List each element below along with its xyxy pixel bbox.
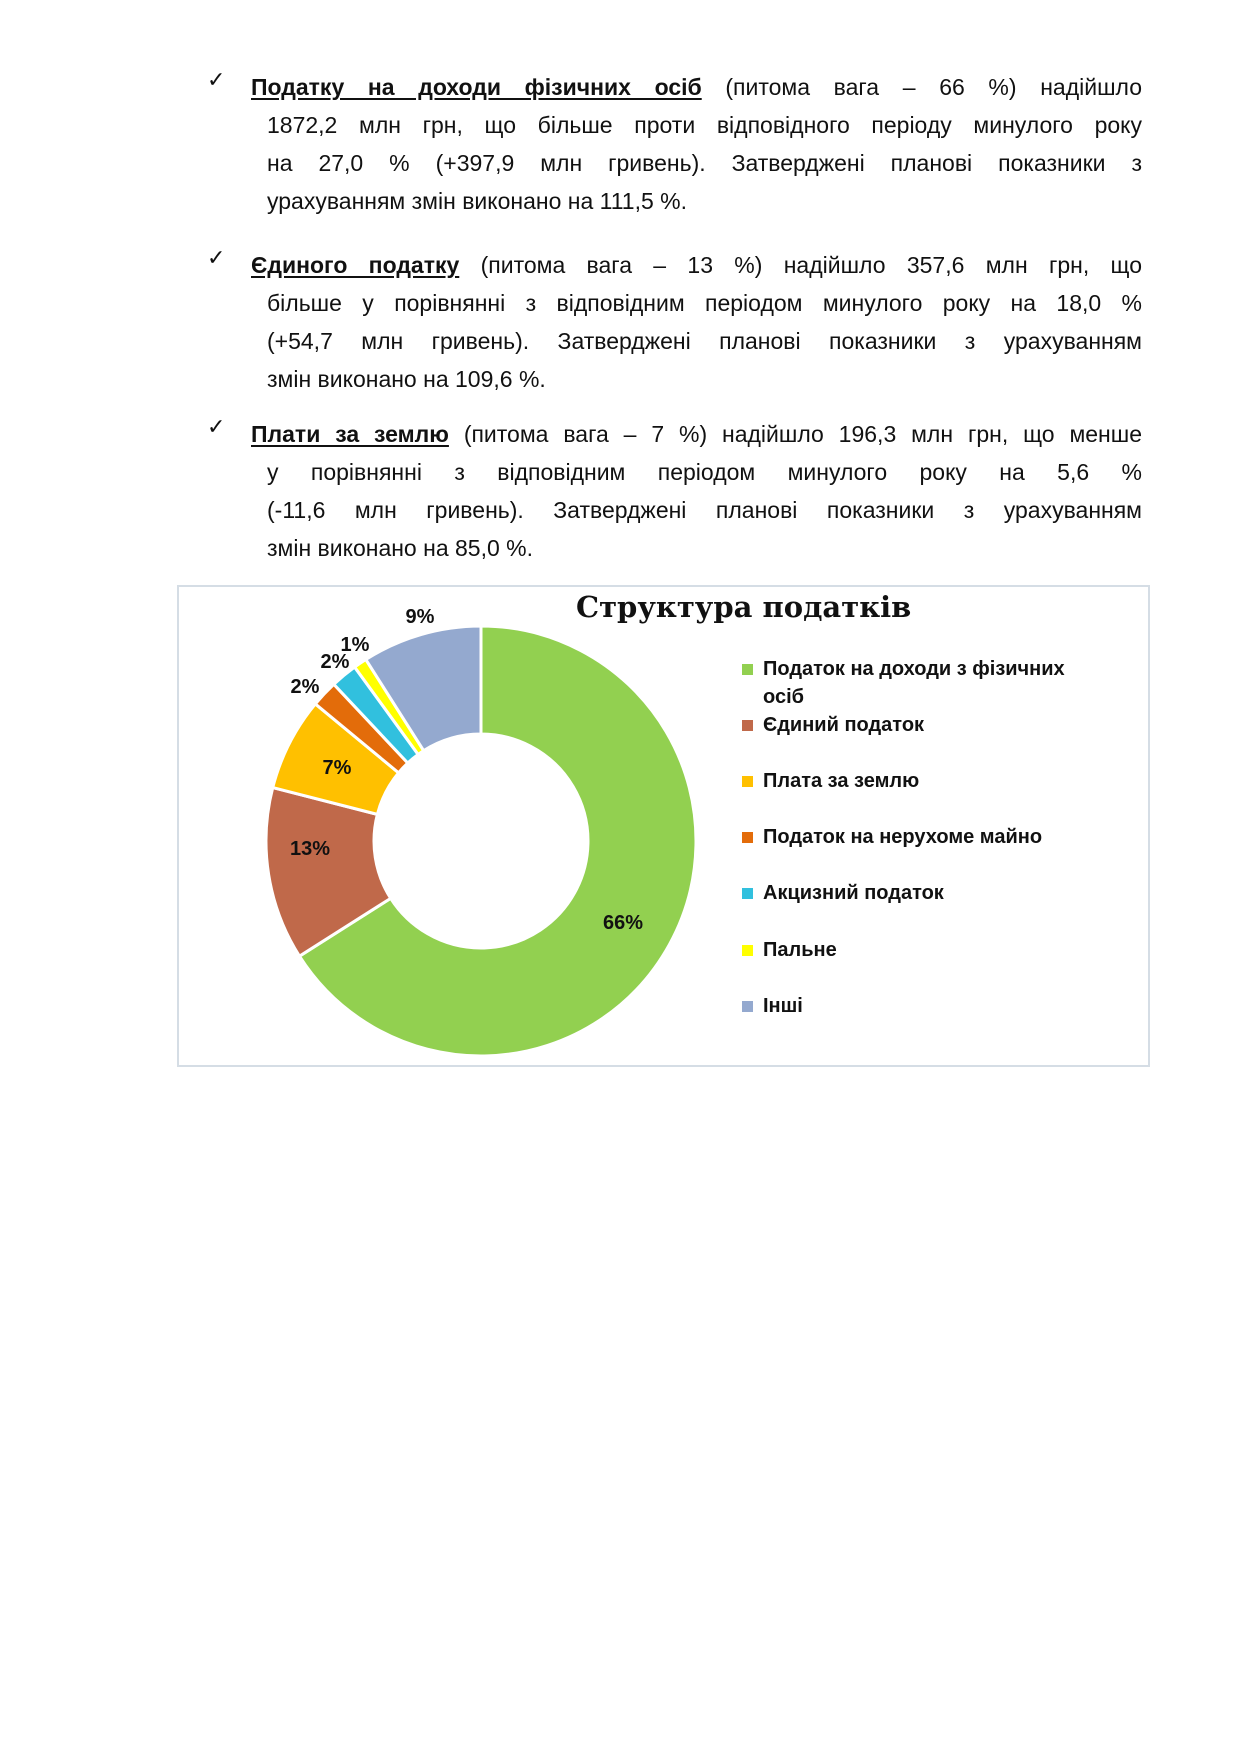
paragraph-land-fee: Плати за землю (питома вага – 7 %) надійшло 196,3 млн грн, що менше у порівнянні з відповідним періодом минулого року на 5,6 % (-11,6 млн гривень). Затверджені планові показники з урахуванням змін виконано на 85,0 %.	[251, 421, 1142, 561]
paragraph-single-tax: Єдиного податку (питома вага – 13 %) надійшло 357,6 млн грн, що більше у порівнянні з відповідним періодом минулого року на 18,0 % (+54,7 млн гривень). Затверджені планові показники з урахуванням змін виконано на 109,6 %.	[251, 252, 1143, 392]
checkmark-icon: ✓	[207, 246, 226, 271]
legend-swatch-icon	[742, 945, 753, 956]
legend-label: Пальне	[763, 939, 837, 961]
legend-label: Податок на доходи з фізичних осіб	[763, 658, 1065, 708]
data-label-2: 13%	[289, 838, 331, 860]
legend-label: Інші	[763, 995, 803, 1017]
legend-item-6	[742, 936, 1093, 964]
term-land-fee: Плати за землю	[251, 421, 449, 447]
legend-swatch-icon	[742, 664, 753, 675]
legend-swatch-icon	[742, 776, 753, 787]
data-label-3: 7%	[322, 757, 352, 779]
data-label-1: 66%	[602, 912, 644, 934]
legend-swatch-icon	[742, 720, 753, 731]
checkmark-icon: ✓	[207, 68, 226, 93]
paragraph-pdfo: Податку на доходи фізичних осіб (питома вага – 66 %) надійшло 1872,2 млн грн, що більше проти відповідного періоду минулого року на 27,0 % (+397,9 млн гривень). Затверджені планові показники з урахуванням змін виконано на 111,5 %.	[251, 74, 1142, 214]
data-label-4: 2%	[290, 676, 320, 698]
legend-item-3	[742, 767, 1093, 795]
data-label-5: 2%	[320, 651, 350, 673]
legend-swatch-icon	[742, 1001, 753, 1012]
legend-item-5	[742, 879, 1093, 907]
chart-title: Структура податків	[576, 590, 912, 624]
legend-swatch-icon	[742, 832, 753, 843]
legend-label: Акцизний податок	[763, 882, 944, 904]
legend-label: Єдиний податок	[763, 714, 925, 736]
term-pdfo: Податку на доходи фізичних осіб	[251, 74, 702, 100]
data-label-7: 9%	[405, 606, 435, 628]
legend-label: Податок на нерухоме майно	[763, 826, 1043, 848]
data-label-6: 1%	[340, 634, 370, 656]
legend-item-1	[742, 655, 1093, 711]
checkmark-icon: ✓	[207, 415, 226, 440]
legend-item-2	[742, 711, 1093, 739]
legend-swatch-icon	[742, 888, 753, 899]
legend-item-7	[742, 992, 1093, 1020]
term-single-tax: Єдиного податку	[251, 252, 460, 278]
legend-item-4	[742, 823, 1093, 851]
legend-label: Плата за землю	[763, 770, 920, 792]
